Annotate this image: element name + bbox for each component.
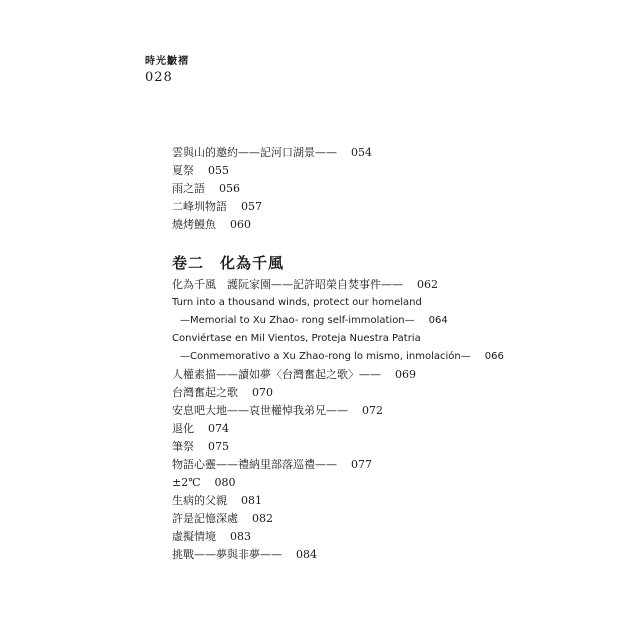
toc-entry-title: 物語心靈——禮納里部落巡禮—— [172,458,337,471]
toc-entry-title: 台灣奮起之歌 [172,386,238,399]
toc-entry-title: 退化 [172,422,194,435]
page-number: 028 [145,70,173,85]
toc-entry-page: 072 [362,404,383,417]
toc-entry-title: Conviértase en Mil Vientos, Proteja Nuestra Patria [172,333,421,344]
toc-entry-title: 生病的父親 [172,494,227,507]
toc-entry-page: 056 [219,182,240,195]
toc-entry-page: 075 [208,440,229,453]
toc-part-2 [172,276,504,564]
toc-entry [172,366,492,384]
toc-entry [172,456,492,474]
toc-entry-page: 077 [351,458,372,471]
toc-entry-page: 069 [395,368,416,381]
toc-entry-page: 057 [241,200,262,213]
toc-entry [172,162,492,180]
toc-entry-title: Turn into a thousand winds, protect our homeland [172,297,422,308]
toc-entry-title: 夏祭 [172,164,194,177]
toc-entry-title: 安息吧大地——哀世權悼我弟兄—— [172,404,348,417]
toc-entry [172,546,492,564]
toc-entry [172,180,492,198]
toc-entry-title: 人權素描——讀如夢〈台灣奮起之歌〉—— [172,368,381,381]
toc-entry [172,402,492,420]
toc-entry-title: 筆祭 [172,440,194,453]
toc-entry-page: 064 [428,315,448,326]
toc-entry-page: 062 [417,278,438,291]
toc-entry [172,294,492,312]
running-title: 時光皺褶 [145,56,189,67]
toc-entry-page: 081 [241,494,262,507]
toc-entry [172,144,492,162]
toc-entry-title: 燒烤鰻魚 [172,218,216,231]
toc-entry [172,330,492,348]
toc-entry-page: 060 [230,218,251,231]
toc-entry-title: 許是記憶深處 [172,512,238,525]
toc-entry [172,198,492,216]
toc-entry-page: 055 [208,164,229,177]
toc-entry-page: 080 [214,476,236,489]
toc-entry-title: 雨之語 [172,182,205,195]
toc-entry [172,420,492,438]
toc-entry-page: 074 [208,422,229,435]
toc-entry-title: 雲與山的邀約——記河口湖景—— [172,146,337,159]
toc-entry-page: 054 [351,146,372,159]
toc-entry-title: 挑戰——夢與非夢—— [172,548,282,561]
toc-entry-page: 083 [230,530,251,543]
toc-entry [172,276,492,294]
toc-entry [172,384,492,402]
toc-entry-page: 084 [296,548,317,561]
toc-entry [172,474,492,492]
toc-entry-page: 070 [252,386,273,399]
toc-entry-page: 082 [252,512,273,525]
toc-entry [172,348,504,366]
toc-entry-title: ±2℃ [172,476,201,489]
toc-entry [172,438,492,456]
toc-entry-page: 066 [484,351,504,362]
toc-entry [172,216,492,234]
toc-entry [172,492,492,510]
toc-entry-title: —Conmemorativo a Xu Zhao-rong lo mismo, inmolación— [180,351,471,362]
toc-entry-title: 虛擬情境 [172,530,216,543]
toc-part-1 [172,144,492,234]
toc-entry [172,528,492,546]
toc-entry-title: —Memorial to Xu Zhao- rong self-immolation— [180,315,415,326]
toc-entry-title: 化為千風 護阮家園——記許昭榮自焚事件—— [172,278,403,291]
toc-entry-title: 二峰圳物語 [172,200,227,213]
toc-entry [172,510,492,528]
toc-entry [172,312,492,330]
section-title: 卷二 化為千風 [172,254,285,272]
